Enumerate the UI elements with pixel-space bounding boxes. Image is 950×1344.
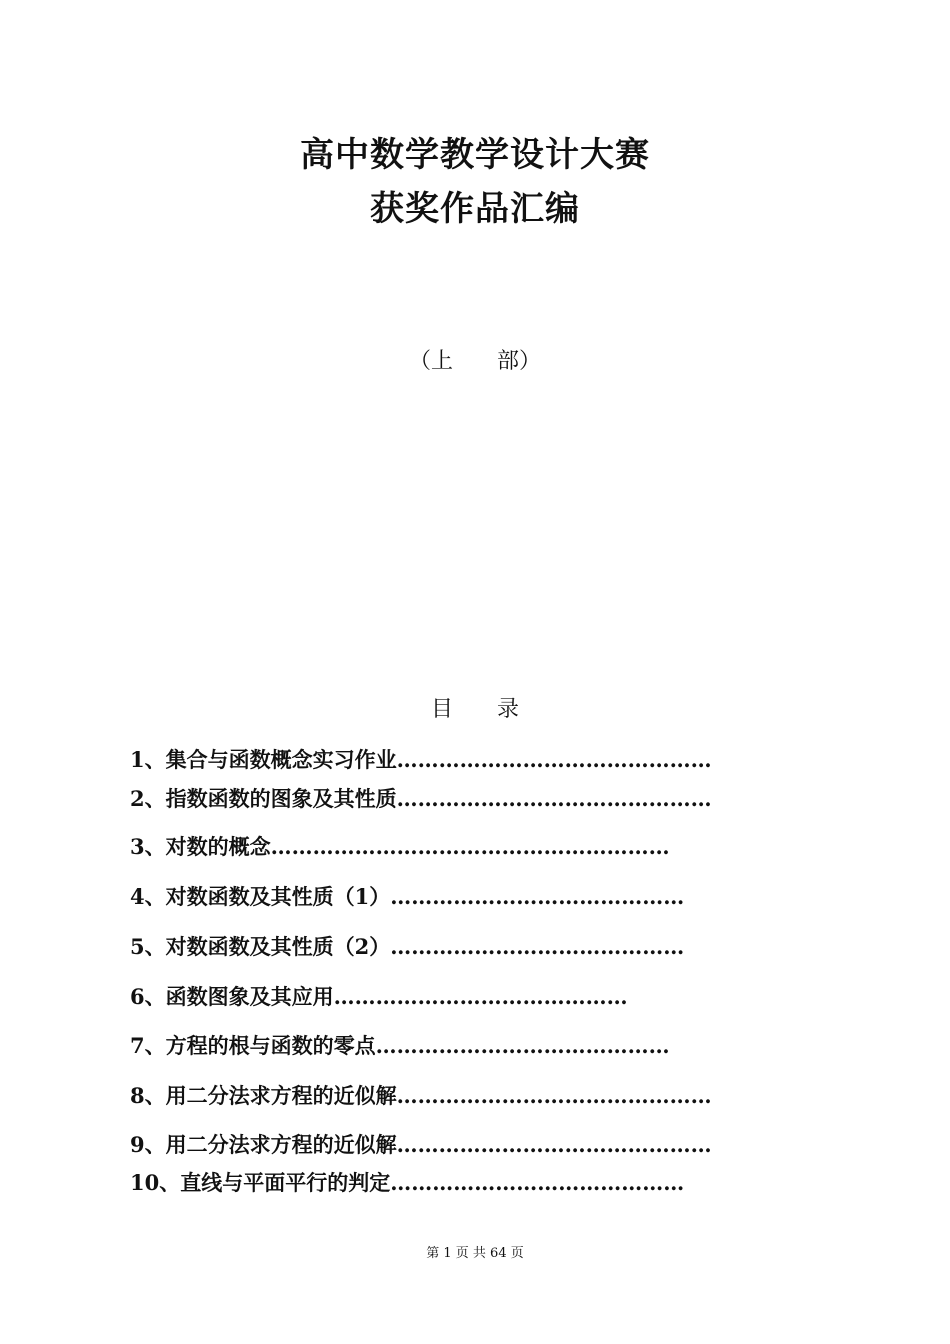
toc-item-number: 6、	[130, 984, 166, 1009]
toc-item-leader-dots: ……………………………………	[390, 1170, 685, 1195]
title-line-1: 高中数学教学设计大赛	[300, 135, 650, 175]
toc-item-title: 用二分法求方程的近似解	[165, 1083, 397, 1108]
toc-item-leader-dots: ………………………………………	[396, 1083, 712, 1108]
toc-item-leader-dots: ……………………………………	[333, 984, 628, 1009]
toc-item-title: 直线与平面平行的判定	[180, 1170, 391, 1195]
toc-item-title: 指数函数的图象及其性质	[165, 786, 397, 811]
toc-item[interactable]	[130, 1081, 712, 1111]
volume-subtitle: （上 部）	[408, 349, 541, 374]
toc-item[interactable]	[130, 882, 684, 912]
toc-item-number: 10、	[130, 1170, 181, 1195]
toc-item-leader-dots: …………………………………………………	[270, 834, 670, 859]
toc-item-title: 对数函数及其性质（1）	[165, 884, 391, 909]
page-footer: 第 1 页 共 64 页	[426, 1246, 524, 1261]
toc-item-number: 5、	[130, 934, 166, 959]
toc-item-leader-dots: ……………………………………	[375, 1033, 670, 1058]
toc-item-title: 用二分法求方程的近似解	[165, 1132, 397, 1157]
toc-item[interactable]	[130, 932, 684, 962]
toc-item-number: 2、	[130, 786, 166, 811]
toc-item-title: 方程的根与函数的零点	[165, 1033, 376, 1058]
toc-item-title: 对数的概念	[165, 834, 271, 859]
toc-item-number: 7、	[130, 1033, 166, 1058]
toc-item-leader-dots: ………………………………………	[396, 1132, 712, 1157]
toc-item[interactable]	[130, 745, 712, 775]
toc-item-number: 1、	[130, 747, 166, 772]
toc-item[interactable]	[130, 784, 712, 814]
document-title	[0, 128, 950, 236]
toc-item-title: 对数函数及其性质（2）	[165, 934, 391, 959]
toc-item-number: 8、	[130, 1083, 166, 1108]
toc-item-number: 4、	[130, 884, 166, 909]
toc-item[interactable]	[130, 1031, 670, 1061]
toc-item-leader-dots: ……………………………………	[390, 934, 685, 959]
toc-item-title: 集合与函数概念实习作业	[165, 747, 397, 772]
toc-item-leader-dots: ………………………………………	[396, 786, 712, 811]
toc-item-leader-dots: ………………………………………	[396, 747, 712, 772]
toc-item-number: 9、	[130, 1132, 166, 1157]
toc-item[interactable]	[130, 832, 670, 862]
toc-item[interactable]	[130, 982, 628, 1012]
toc-item[interactable]	[130, 1130, 712, 1160]
toc-item-number: 3、	[130, 834, 166, 859]
toc-item[interactable]	[130, 1168, 684, 1198]
toc-item-leader-dots: ……………………………………	[390, 884, 685, 909]
title-line-2: 获奖作品汇编	[370, 189, 580, 229]
toc-item-title: 函数图象及其应用	[165, 984, 334, 1009]
toc-heading: 目 录	[430, 697, 519, 722]
